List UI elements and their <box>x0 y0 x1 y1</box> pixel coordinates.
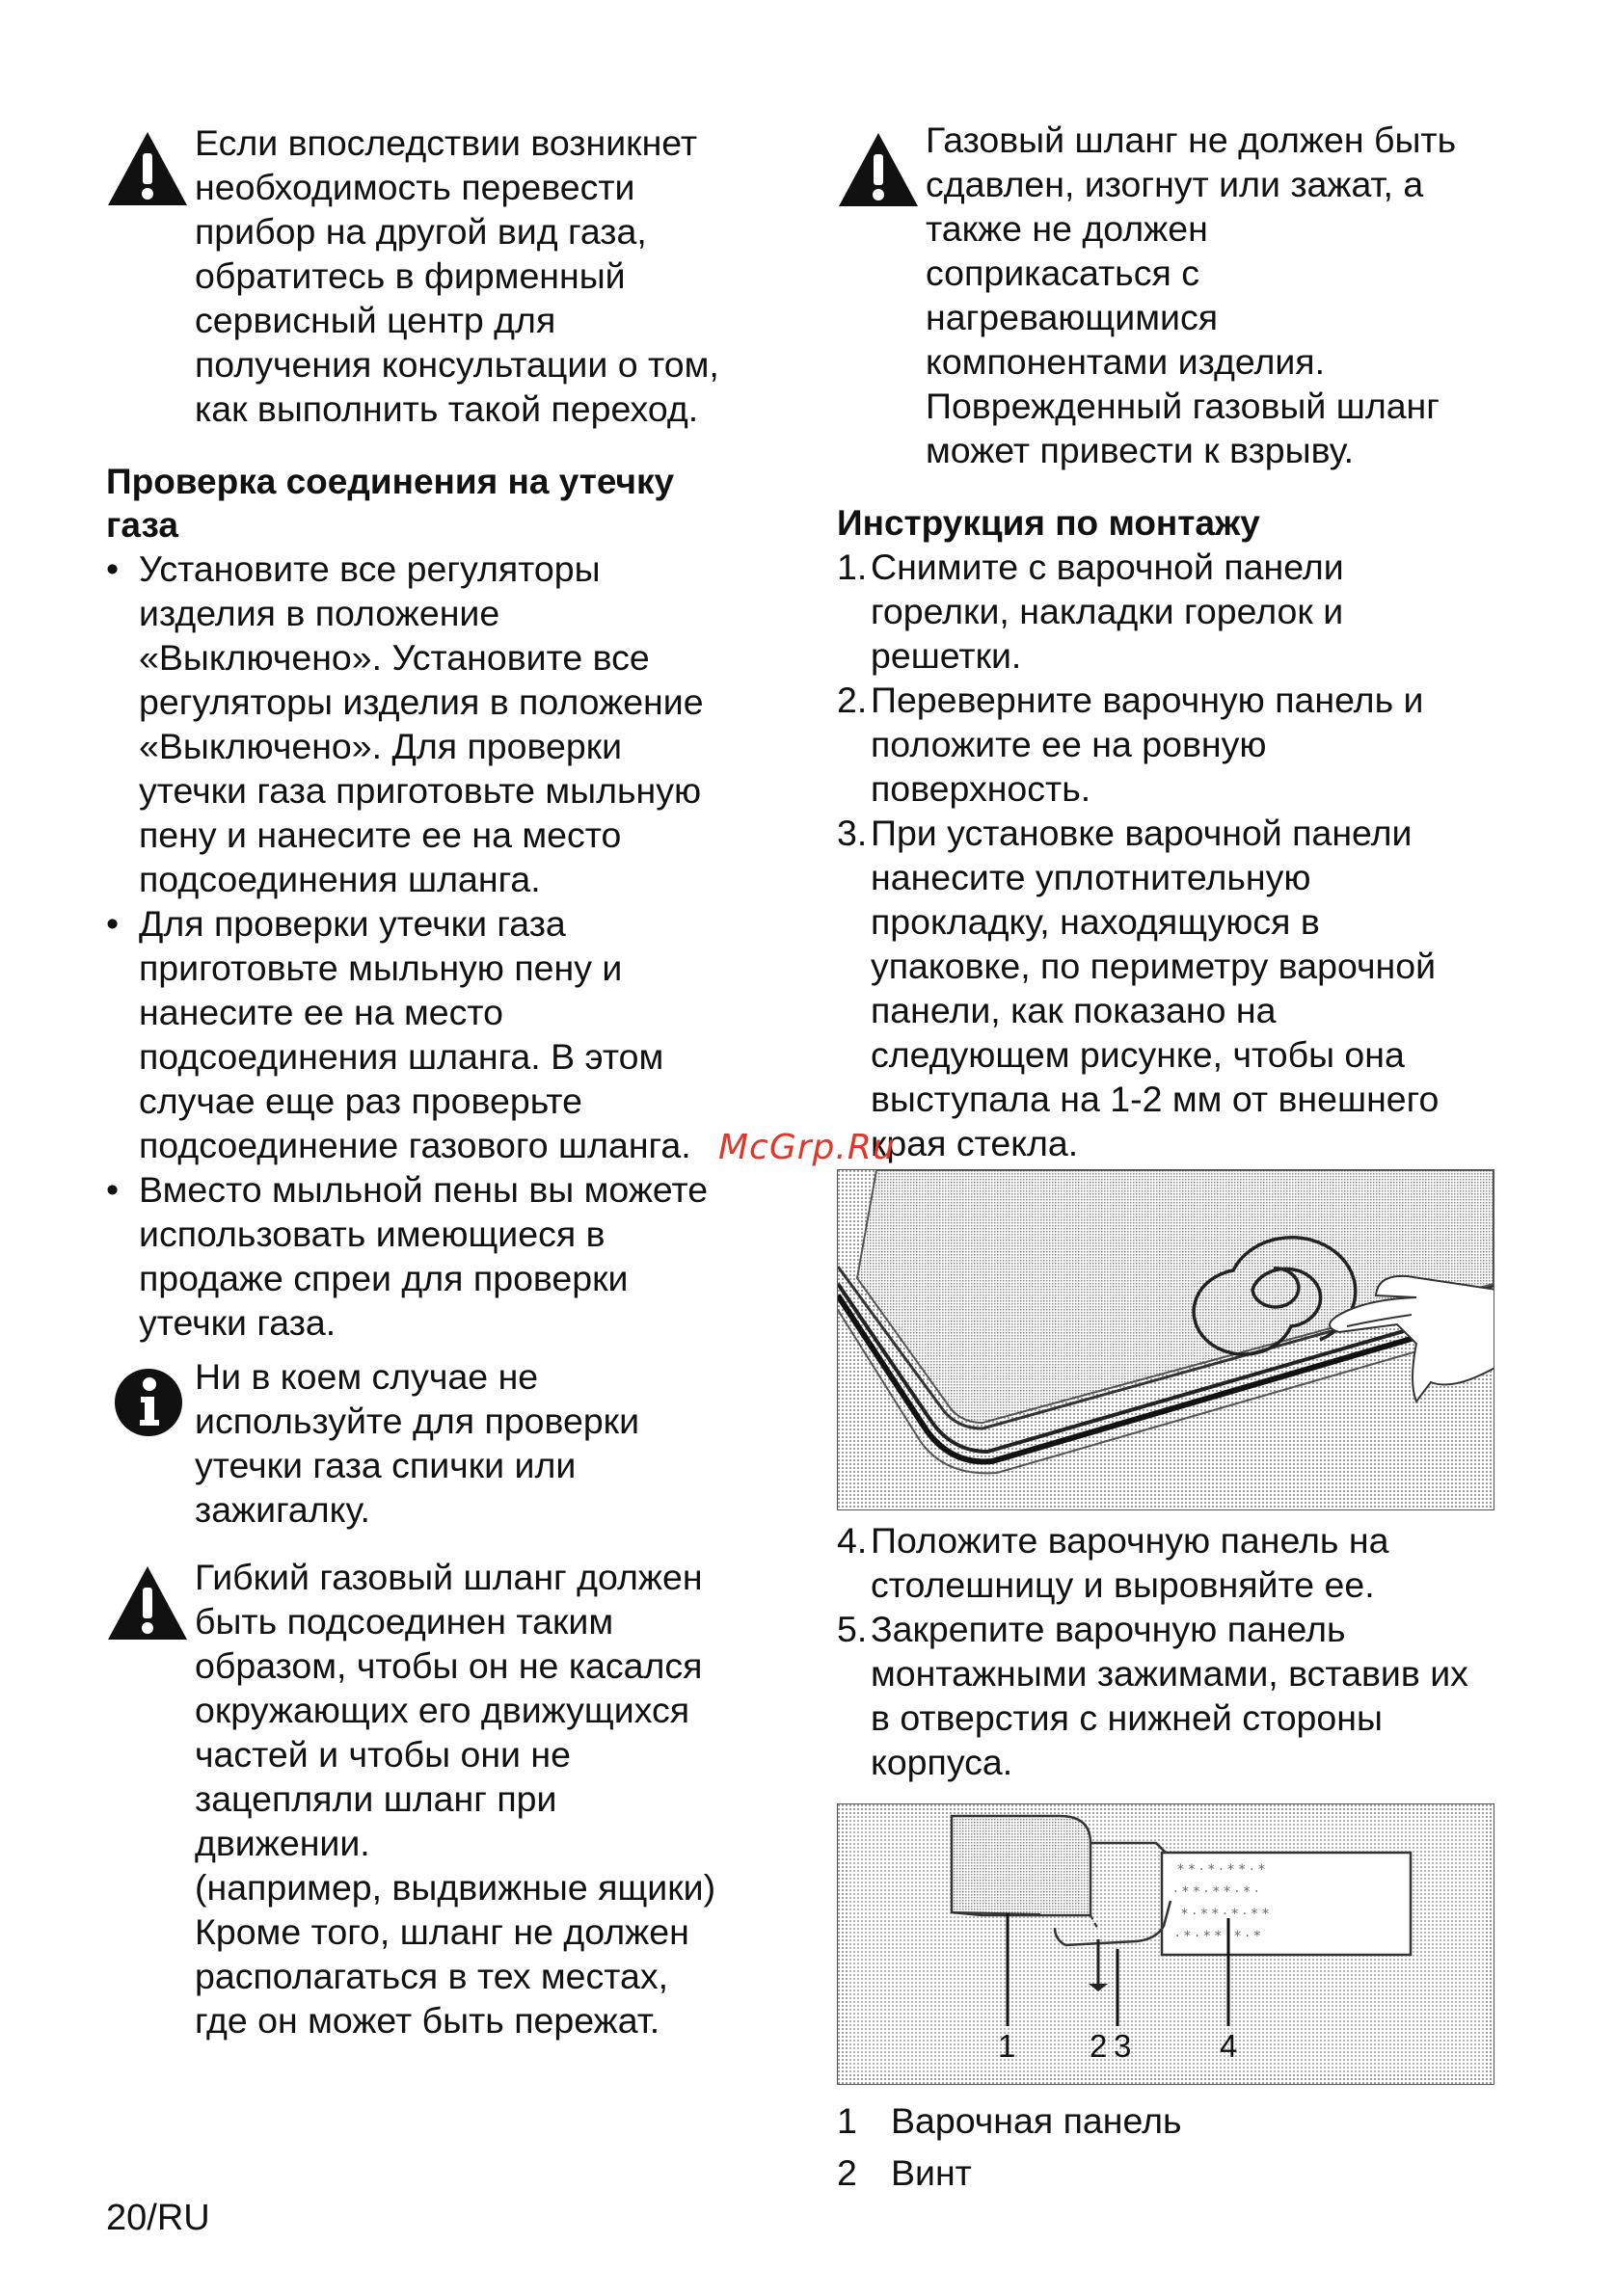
step-line: решетки. <box>871 635 1022 676</box>
step-line: края стекла. <box>871 1123 1079 1163</box>
step-number: 2. <box>837 680 868 720</box>
text-line: как выполнить такой переход. <box>195 388 699 429</box>
text-line: продаже спреи для проверки <box>139 1258 629 1298</box>
step-item <box>837 678 1512 811</box>
step-number: 4. <box>837 1520 868 1561</box>
step-line: упаковке, по периметру варочной <box>871 946 1437 986</box>
step-line: следующем рисунке, чтобы она <box>871 1034 1405 1075</box>
text-line: быть подсоединен таким <box>195 1601 614 1642</box>
warning-icon <box>106 128 189 211</box>
text-line: частей и чтобы они не <box>195 1734 571 1775</box>
heading-line: газа <box>106 505 178 545</box>
bullet-item <box>106 901 771 1167</box>
text-line: получения консультации о том, <box>195 344 719 385</box>
text-line: • Для проверки утечки газа <box>139 903 566 944</box>
step-line: Закрепите варочную панель <box>871 1609 1346 1649</box>
watermark: McGrp.Ru <box>718 1128 896 1167</box>
step-item <box>837 1518 1512 1607</box>
svg-text:· * · * * · * · *: · * · * * · * · * <box>1175 1929 1261 1944</box>
legend-value: Винт <box>891 2152 972 2193</box>
installation-heading: Инструкция по монтажу <box>837 503 1260 543</box>
text-line: движении. <box>195 1823 370 1863</box>
mounting-illustration <box>838 1804 1494 2084</box>
text-line: сдавлен, изогнут или зажат, а <box>926 164 1424 204</box>
step-line: Положите варочную панель на <box>871 1520 1389 1561</box>
step-line: При установке варочной панели <box>871 813 1413 853</box>
step-line: положите ее на ровную <box>871 724 1267 764</box>
step-line: корпуса. <box>871 1742 1013 1782</box>
text-line: располагаться в тех местах, <box>195 1956 669 1996</box>
text-line: необходимость перевести <box>195 167 635 207</box>
text-line: использовать имеющиеся в <box>139 1214 606 1254</box>
installation-steps <box>837 545 1512 1165</box>
step-number: 1. <box>837 547 868 587</box>
step-line: выступала на 1-2 мм от внешнего <box>871 1079 1440 1119</box>
legend-value: Варочная панель <box>891 2100 1182 2141</box>
text-line: регуляторы изделия в положение <box>139 681 704 722</box>
bullet-item <box>106 547 771 901</box>
figure-label-4: 4 <box>1220 2028 1238 2064</box>
step-line: нанесите уплотнительную <box>871 857 1311 897</box>
info-icon <box>114 1368 183 1437</box>
step-line: поверхность. <box>871 768 1091 809</box>
text-line: Ни в коем случае не <box>195 1356 539 1397</box>
figure-label-1: 1 <box>998 2028 1016 2064</box>
warning-note-flexible-hose <box>106 1555 771 2042</box>
info-text <box>195 1354 771 1532</box>
warning-note-gas-conversion <box>106 120 771 431</box>
svg-text:* · * * · * · * *: * · * * · * · * * <box>1181 1907 1269 1922</box>
text-line: • Установите все регуляторы <box>139 548 601 589</box>
text-line: используйте для проверки <box>195 1401 640 1441</box>
warning-icon <box>106 1562 189 1645</box>
text-line: Газовый шланг не должен быть <box>926 120 1457 160</box>
heading-line: Проверка соединения на утечку <box>106 462 675 501</box>
text-line: приготовьте мыльную пену и <box>139 948 623 988</box>
warning-icon <box>837 129 920 212</box>
step-line: горелки, накладки горелок и <box>871 591 1344 631</box>
text-line: обратитесь в фирменный <box>195 255 626 296</box>
text-line: • Вместо мыльной пены вы можете <box>139 1169 709 1210</box>
text-line: зажигалку. <box>195 1489 370 1530</box>
text-line: прибор на другой вид газа, <box>195 211 647 252</box>
right-column <box>837 118 1512 2199</box>
page-number: 20/RU <box>106 2198 210 2238</box>
text-line: изделия в положение <box>139 593 500 633</box>
text-line: подсоединение газового шланга. <box>139 1125 691 1165</box>
figure-label-2: 2 <box>1090 2028 1108 2064</box>
step-number: 5. <box>837 1609 868 1649</box>
text-line: «Выключено». Для проверки <box>139 726 623 766</box>
warning-note-hose-damage <box>837 118 1512 472</box>
installation-steps-continued <box>837 1518 1512 1784</box>
text-line: утечки газа. <box>139 1302 336 1343</box>
text-line: окружающих его движущихся <box>195 1690 690 1730</box>
step-line: монтажными зажимами, вставив их <box>871 1653 1468 1694</box>
text-line: утечки газа приготовьте мыльную <box>139 770 702 811</box>
step-line: в отверстия с нижней стороны <box>871 1697 1383 1738</box>
step-item <box>837 811 1512 1165</box>
text-line: подсоединения шланга. В этом <box>139 1036 664 1077</box>
gasket-illustration <box>838 1170 1494 1509</box>
text-line: утечки газа спички или <box>195 1445 577 1485</box>
text-line: нагревающимися <box>926 297 1219 337</box>
text-line: пену и нанесите ее на место <box>139 814 622 855</box>
leak-check-list <box>106 547 771 1345</box>
text-line: нанесите ее на место <box>139 992 503 1032</box>
text-line: где он может быть пережат. <box>195 2000 660 2041</box>
step-line: прокладку, находящуюся в <box>871 901 1320 942</box>
warning-text <box>195 1555 771 2042</box>
legend-key: 1 <box>837 2100 857 2141</box>
warning-text <box>926 118 1512 472</box>
text-line: Если впоследствии возникнет <box>195 122 698 163</box>
text-line: может привести к взрыву. <box>926 430 1355 470</box>
text-line: образом, чтобы он не касался <box>195 1645 703 1686</box>
text-line: сервисный центр для <box>195 300 556 340</box>
legend-item <box>837 2147 1512 2199</box>
text-line: Поврежденный газовый шланг <box>926 386 1440 426</box>
warning-text <box>195 120 771 431</box>
leak-check-heading <box>106 460 771 547</box>
legend-key: 2 <box>837 2152 857 2193</box>
info-note-no-matches <box>106 1354 771 1532</box>
step-line: Снимите с варочной панели <box>871 547 1344 587</box>
step-number: 3. <box>837 813 868 853</box>
step-line: столешницу и выровняйте ее. <box>871 1564 1375 1605</box>
svg-text:* * · * · * * · *: * * · * · * * · * <box>1177 1862 1265 1878</box>
text-line: компонентами изделия. <box>926 341 1326 382</box>
left-column <box>106 120 771 2042</box>
text-line: также не должен <box>926 208 1208 249</box>
text-line: зацепляли шланг при <box>195 1778 557 1819</box>
svg-text:· * * · * * · * ·: · * * · * * · * · <box>1173 1884 1259 1900</box>
bullet-item <box>106 1167 771 1345</box>
text-line: случае еще раз проверьте <box>139 1081 582 1121</box>
figure-legend <box>837 2095 1512 2199</box>
text-line: соприкасаться с <box>926 253 1199 293</box>
legend-item <box>837 2095 1512 2147</box>
step-item <box>837 1607 1512 1784</box>
text-line: подсоединения шланга. <box>139 859 541 899</box>
step-line: панели, как показано на <box>871 990 1277 1030</box>
mounting-figure <box>837 1803 1494 2085</box>
gasket-figure <box>837 1169 1494 1510</box>
step-item <box>837 545 1512 678</box>
text-line: (например, выдвижные ящики) <box>195 1867 716 1908</box>
figure-label-3: 3 <box>1114 2028 1132 2064</box>
text-line: Кроме того, шланг не должен <box>195 1911 689 1952</box>
text-line: «Выключено». Установите все <box>139 637 650 678</box>
step-line: Переверните варочную панель и <box>871 680 1424 720</box>
text-line: Гибкий газовый шланг должен <box>195 1557 703 1597</box>
